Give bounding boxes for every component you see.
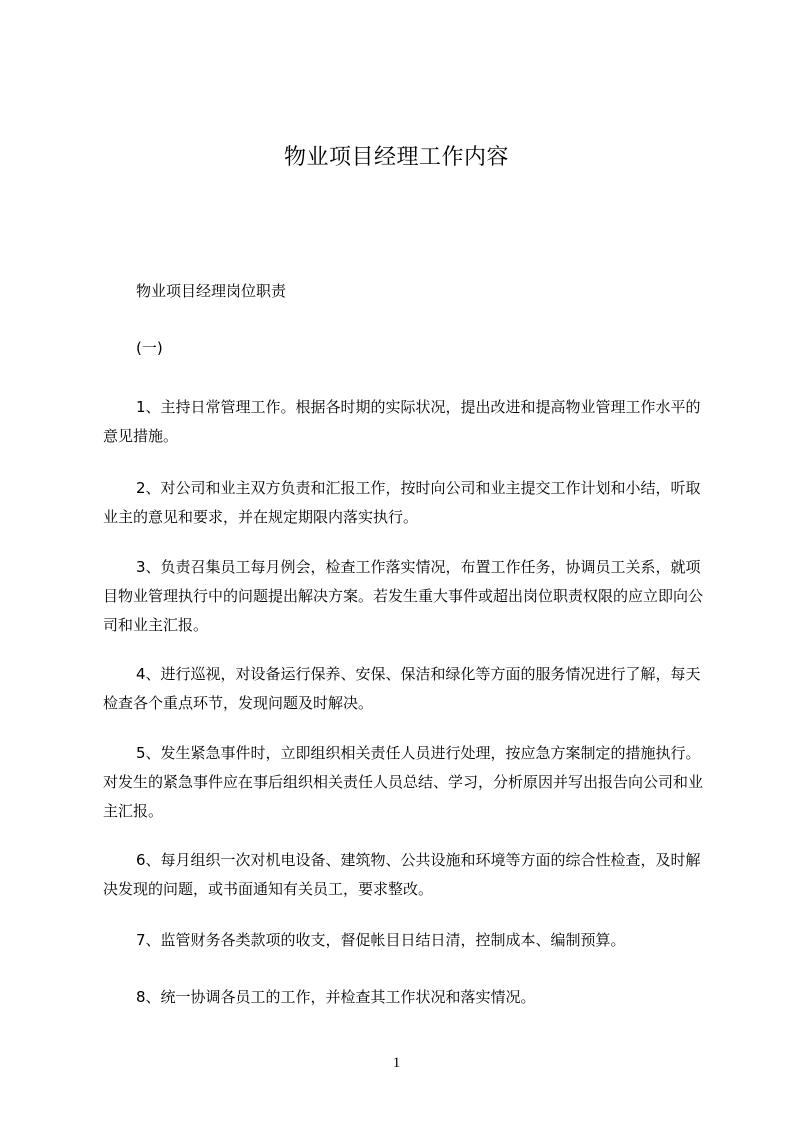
list-item: 6、每月组织一次对机电设备、建筑物、公共设施和环境等方面的综合性检查，及时解决发现的问题，或书面通知有关员工，要求整改。 (103, 851, 701, 898)
list-item: 2、对公司和业主双方负责和汇报工作，按时向公司和业主提交工作计划和小结，听取业主的意见和要求，并在规定期限内落实执行。 (103, 479, 701, 526)
page-number: 1 (392, 1055, 401, 1071)
list-item: 5、发生紧急事件时，立即组织相关责任人员进行处理，按应急方案制定的措施执行。对发生的紧急事件应在事后组织相关责任人员总结、学习，分析原因并写出报告向公司和业主汇报。 (103, 744, 704, 820)
list-item: 1、主持日常管理工作。根据各时期的实际状况，提出改进和提高物业管理工作水平的意见措施。 (103, 398, 701, 445)
list-item: 3、负责召集员工每月例会，检查工作落实情况，布置工作任务，协调员工关系，就项目物业管理执行中的问题提出解决方案。若发生重大事件或超出岗位职责权限的应立即向公司和业主汇报。 (103, 558, 704, 634)
list-item: 4、进行巡视，对设备运行保养、安保、保洁和绿化等方面的服务情况进行了解，每天检查各个重点环节，发现问题及时解决。 (103, 665, 701, 712)
list-item: 8、统一协调各员工的工作，并检查其工作状况和落实情况。 (136, 988, 536, 1006)
list-item: 7、监管财务各类款项的收支，督促帐目日结日清，控制成本、编制预算。 (136, 931, 626, 949)
page-title: 物业项目经理工作内容 (283, 145, 509, 170)
subsection-marker: (一) (136, 339, 163, 357)
section-heading: 物业项目经理岗位职责 (136, 282, 287, 300)
